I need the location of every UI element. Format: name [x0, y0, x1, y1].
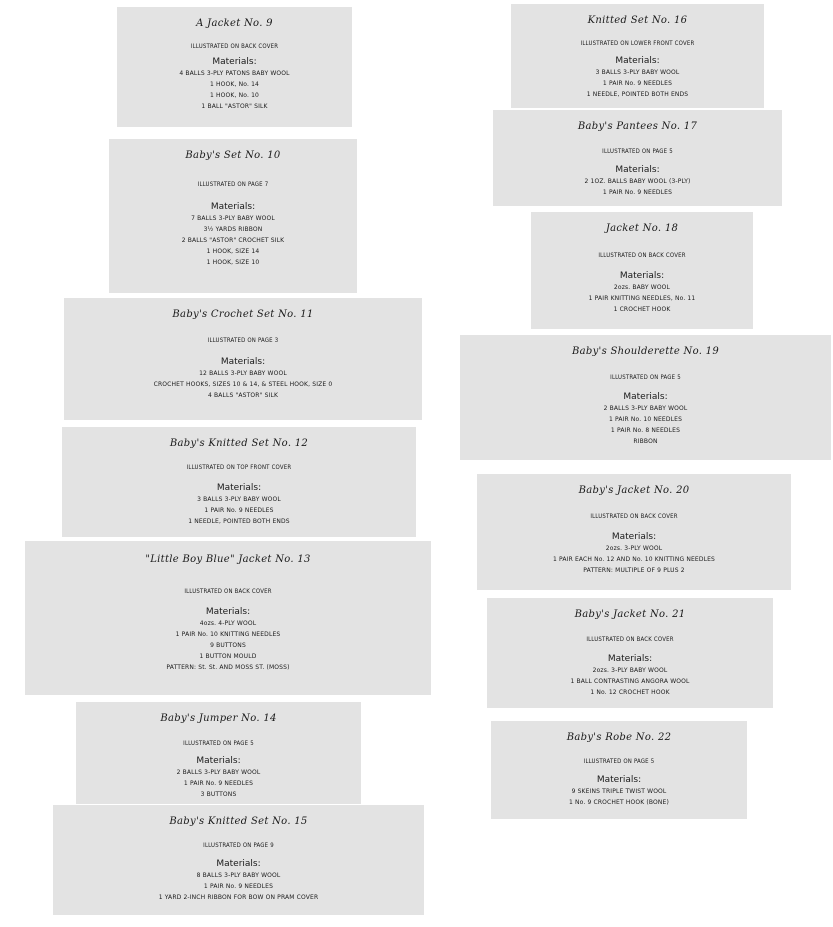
materials-heading: Materials:: [220, 357, 266, 367]
materials-heading: Materials:: [216, 859, 261, 869]
material-line: 1 PAIR No. 9 NEEDLES: [183, 780, 254, 787]
clipping-babys-crochet-set-no-11: [64, 298, 422, 420]
materials-heading: Materials:: [623, 392, 668, 402]
materials-heading: Materials:: [615, 165, 660, 175]
clipping-title: Knitted Set No. 16: [587, 15, 688, 26]
clipping-title: A Jacket No. 9: [196, 18, 273, 29]
material-line: 2ozs. 3-PLY BABY WOOL: [592, 667, 668, 674]
materials-heading: Materials:: [212, 57, 257, 67]
clipping-babys-knitted-set-no-15: [53, 805, 424, 915]
material-line: 1 PAIR No. 9 NEEDLES: [602, 189, 673, 196]
clipping-jacket-no-9: [117, 7, 352, 127]
clipping-illustrated: ILLUSTRATED ON BACK COVER: [184, 588, 272, 595]
clipping-illustrated: ILLUSTRATED ON LOWER FRONT COVER: [580, 40, 695, 47]
material-line: 3½ YARDS RIBBON: [203, 226, 263, 233]
material-line: 1 HOOK, No. 14: [209, 81, 260, 88]
clipping-title: Baby's Pantees No. 17: [577, 121, 698, 132]
materials-heading: Materials:: [205, 607, 251, 617]
clipping-title: Baby's Jumper No. 14: [160, 713, 277, 724]
clipping-illustrated: ILLUSTRATED ON PAGE 5: [183, 740, 254, 747]
clipping-babys-robe-no-22: [491, 721, 747, 819]
materials-heading: Materials:: [607, 654, 653, 664]
material-line: 2 BALLS "ASTOR" CROCHET SILK: [181, 237, 285, 244]
clipping-illustrated: ILLUSTRATED ON BACK COVER: [586, 636, 674, 643]
clipping-knitted-set-no-16: [511, 4, 764, 108]
material-line: 3 BUTTONS: [200, 791, 237, 798]
material-line: 3 BALLS 3-PLY BABY WOOL: [595, 69, 680, 76]
material-line: 1 PAIR No. 9 NEEDLES: [602, 80, 673, 87]
material-line: 1 PAIR EACH No. 12 AND No. 10 KNITTING NEEDLES: [552, 556, 715, 563]
material-line: 1 YARD 2-INCH RIBBON FOR BOW ON PRAM COVER: [158, 894, 319, 901]
material-line: 2 BALLS 3-PLY BABY WOOL: [603, 405, 688, 412]
clipping-illustrated: ILLUSTRATED ON BACK COVER: [598, 252, 686, 259]
material-line: CROCHET HOOKS, SIZES 10 & 14, & STEEL HOOK, SIZE 0: [153, 381, 333, 388]
clipping-title: Baby's Set No. 10: [185, 150, 281, 161]
clipping-babys-shoulderette-no-19: [460, 335, 831, 460]
material-line: RIBBON: [633, 438, 658, 445]
materials-heading: Materials:: [216, 483, 262, 493]
material-line: 8 BALLS 3-PLY BABY WOOL: [196, 872, 281, 879]
material-line: 1 HOOK, SIZE 14: [206, 248, 260, 255]
material-line: 4 BALLS 3-PLY PATONS BABY WOOL: [179, 70, 290, 77]
materials-heading: Materials:: [596, 775, 642, 785]
clipping-title: Baby's Knitted Set No. 15: [169, 816, 308, 827]
materials-heading: Materials:: [615, 56, 660, 66]
clipping-illustrated: ILLUSTRATED ON PAGE 5: [583, 758, 655, 765]
material-line: 1 PAIR No. 8 NEEDLES: [610, 427, 681, 434]
material-line: 2 1OZ. BALLS BABY WOOL (3-PLY): [584, 178, 691, 185]
material-line: 2 BALLS 3-PLY BABY WOOL: [176, 769, 261, 776]
material-line: 1 CROCHET HOOK: [613, 306, 671, 313]
material-line: 12 BALLS 3-PLY BABY WOOL: [199, 370, 287, 377]
material-line: PATTERN: MULTIPLE OF 9 PLUS 2: [583, 567, 685, 574]
material-line: PATTERN: St. St. AND MOSS ST. (MOSS): [166, 664, 290, 671]
clipping-illustrated: ILLUSTRATED ON PAGE 7: [197, 181, 269, 188]
clipping-title: Baby's Jacket No. 21: [574, 609, 686, 620]
clipping-illustrated: ILLUSTRATED ON BACK COVER: [590, 513, 678, 520]
clipping-babys-knitted-set-no-12: [62, 427, 416, 537]
clipping-illustrated: ILLUSTRATED ON TOP FRONT COVER: [186, 464, 292, 471]
material-line: 1 PAIR No. 10 KNITTING NEEDLES: [175, 631, 281, 638]
clipping-jacket-no-18: [531, 212, 753, 329]
material-line: 4 BALLS "ASTOR" SILK: [207, 392, 279, 399]
material-line: 1 PAIR KNITTING NEEDLES, No. 11: [588, 295, 696, 302]
material-line: 1 PAIR No. 9 NEEDLES: [203, 883, 274, 890]
clipping-title: Baby's Shoulderette No. 19: [572, 346, 719, 357]
clipping-illustrated: ILLUSTRATED ON PAGE 5: [610, 374, 681, 381]
material-line: 3 BALLS 3-PLY BABY WOOL: [197, 496, 281, 503]
material-line: 4ozs. 4-PLY WOOL: [199, 620, 257, 627]
materials-heading: Materials:: [611, 532, 657, 542]
clipping-babys-jacket-no-21: [487, 598, 773, 708]
clipping-babys-jacket-no-20: [477, 474, 791, 590]
clipping-little-boy-blue-jacket-no-13: [25, 541, 431, 695]
clipping-title: Baby's Crochet Set No. 11: [172, 309, 314, 320]
clipping-title: "Little Boy Blue" Jacket No. 13: [145, 554, 311, 565]
clipping-illustrated: ILLUSTRATED ON BACK COVER: [190, 43, 279, 50]
clipping-title: Baby's Robe No. 22: [566, 732, 672, 743]
clipping-title: Baby's Jacket No. 20: [578, 485, 690, 496]
material-line: 2ozs. 3-PLY WOOL: [605, 545, 663, 552]
clipping-title: Baby's Knitted Set No. 12: [169, 438, 309, 449]
clipping-illustrated: ILLUSTRATED ON PAGE 9: [203, 842, 274, 849]
material-line: 1 No. 12 CROCHET HOOK: [590, 689, 670, 696]
materials-heading: Materials:: [210, 202, 256, 212]
clipping-illustrated: ILLUSTRATED ON PAGE 3: [207, 337, 279, 344]
material-line: 1 HOOK, SIZE 10: [206, 259, 260, 266]
material-line: 1 BALL "ASTOR" SILK: [201, 103, 268, 110]
material-line: 1 NEEDLE, POINTED BOTH ENDS: [586, 91, 689, 98]
material-line: 1 BUTTON MOULD: [199, 653, 257, 660]
material-line: 1 HOOK, No. 10: [209, 92, 260, 99]
clipping-title: Jacket No. 18: [605, 223, 679, 234]
material-line: 2ozs. BABY WOOL: [613, 284, 671, 291]
material-line: 1 NEEDLE, POINTED BOTH ENDS: [188, 518, 290, 525]
material-line: 1 No. 9 CROCHET HOOK (BONE): [568, 799, 669, 806]
clipping-babys-pantees-no-17: [493, 110, 782, 206]
material-line: 1 PAIR No. 9 NEEDLES: [204, 507, 274, 514]
material-line: 7 BALLS 3-PLY BABY WOOL: [191, 215, 275, 222]
material-line: 1 PAIR No. 10 NEEDLES: [608, 416, 683, 423]
materials-heading: Materials:: [619, 271, 665, 281]
clipping-babys-jumper-no-14: [76, 702, 361, 804]
material-line: 9 SKEINS TRIPLE TWIST WOOL: [571, 788, 667, 795]
material-line: 9 BUTTONS: [210, 642, 246, 649]
materials-heading: Materials:: [196, 756, 241, 766]
clipping-babys-set-no-10: [109, 139, 357, 293]
clipping-illustrated: ILLUSTRATED ON PAGE 5: [602, 148, 673, 155]
material-line: 1 BALL CONTRASTING ANGORA WOOL: [570, 678, 690, 685]
